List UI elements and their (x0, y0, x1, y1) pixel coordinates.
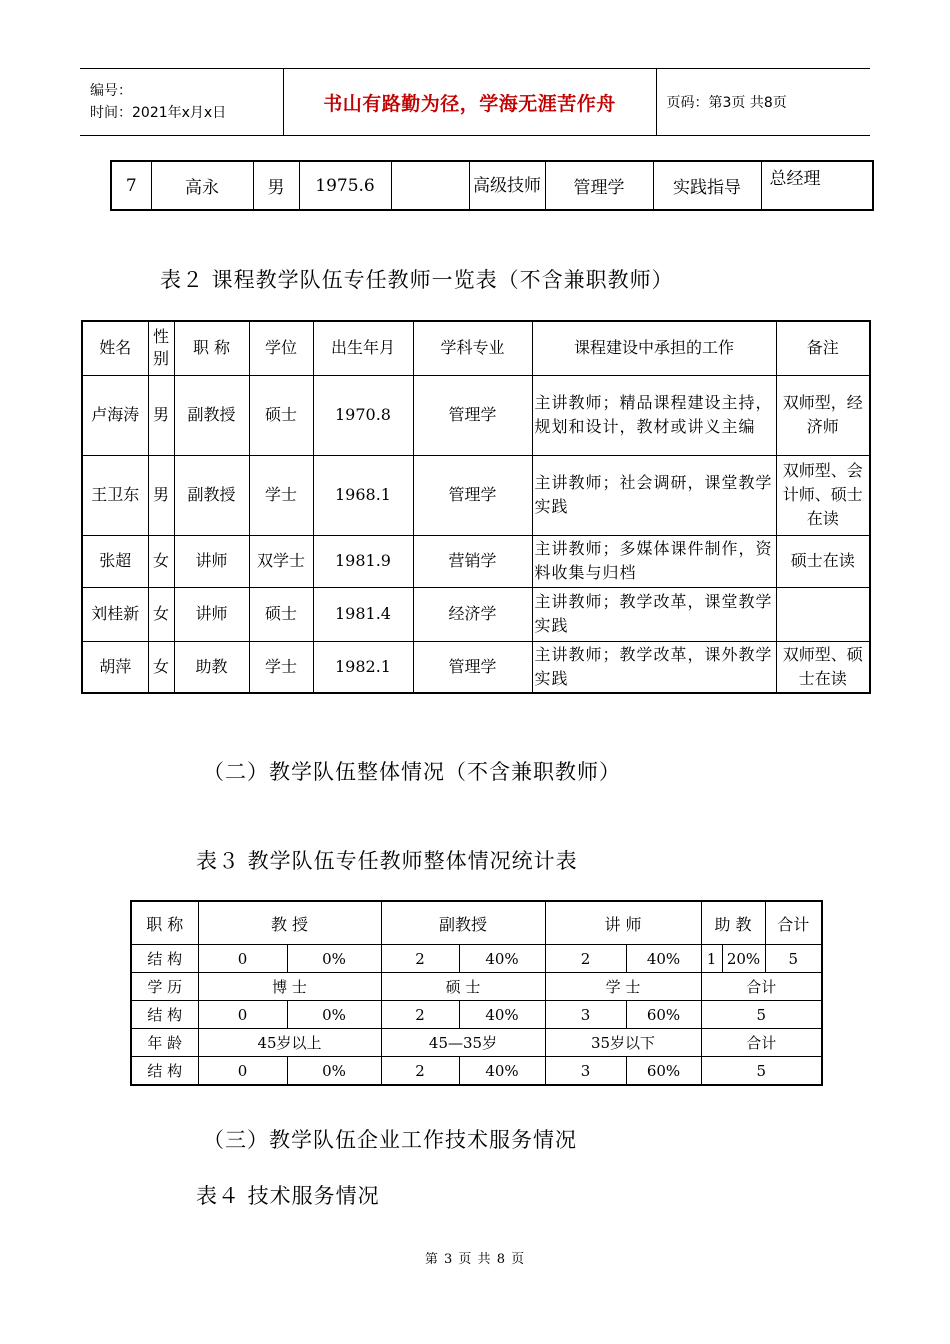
header-meta (80, 69, 283, 136)
section3-title: （三）教学队伍企业工作技术服务情况 (203, 1128, 577, 1152)
cell: 女 (148, 587, 174, 641)
header-cell: 性别 (148, 321, 174, 375)
header-cell: 出生年月 (313, 321, 413, 375)
cell: 管理学 (413, 641, 532, 693)
cell: 5 (701, 1057, 822, 1086)
teacher-stats-table (130, 900, 823, 1086)
cell: 1975.6 (299, 161, 391, 210)
cell: 硕士在读 (776, 535, 870, 587)
cell: 讲师 (174, 587, 249, 641)
cell: 1982.1 (313, 641, 413, 693)
cell: 经济学 (413, 587, 532, 641)
cell: 合计 (701, 1029, 822, 1057)
header-cell: 备注 (776, 321, 870, 375)
table-row (82, 455, 870, 535)
cell: 学士 (249, 641, 313, 693)
header-page-info: 页码：第3页 共8页 (656, 69, 870, 136)
cell: 主讲教师；教学改革，课外教学实践 (532, 641, 776, 693)
cell: 0% (287, 1057, 381, 1086)
cell: 2 (381, 1001, 459, 1029)
cell: 2 (381, 1057, 459, 1086)
table-row (82, 375, 870, 455)
cell: 高级技师 (469, 161, 545, 210)
cell: 40% (459, 945, 545, 973)
cell: 1968.1 (313, 455, 413, 535)
cell: 主讲教师；社会调研，课堂教学实践 (532, 455, 776, 535)
cell: 男 (148, 455, 174, 535)
cell: 卢海涛 (82, 375, 148, 455)
header-cell: 副教授 (381, 901, 545, 945)
header-cell: 学位 (249, 321, 313, 375)
cell: 总经理 (761, 161, 873, 210)
cell: 女 (148, 641, 174, 693)
cell: 男 (148, 375, 174, 455)
cell (776, 587, 870, 641)
cell: 1981.9 (313, 535, 413, 587)
cell: 合计 (701, 973, 822, 1001)
cell: 双学士 (249, 535, 313, 587)
cell: 0 (198, 1001, 287, 1029)
cell: 女 (148, 535, 174, 587)
cell: 40% (626, 945, 701, 973)
table-row (131, 973, 822, 1001)
cell: 主讲教师；精品课程建设主持，规划和设计，教材或讲义主编 (532, 375, 776, 455)
doc-number: 编号： (90, 83, 132, 99)
table-row (131, 945, 822, 973)
cell: 双师型、硕士在读 (776, 641, 870, 693)
cell: 60% (626, 1001, 701, 1029)
cell: 主讲教师；多媒体课件制作，资料收集与归档 (532, 535, 776, 587)
cell: 1 (701, 945, 722, 973)
cell: 60% (626, 1057, 701, 1086)
cell: 管理学 (413, 455, 532, 535)
cell: 助教 (174, 641, 249, 693)
cell: 0 (198, 1057, 287, 1086)
cell: 副教授 (174, 455, 249, 535)
cell: 1981.4 (313, 587, 413, 641)
cell: 副教授 (174, 375, 249, 455)
cell: 硕士 (249, 375, 313, 455)
cell: 学 士 (545, 973, 701, 1001)
cell: 年 龄 (131, 1029, 198, 1057)
cell: 胡萍 (82, 641, 148, 693)
cell: 硕 士 (381, 973, 545, 1001)
cell: 刘桂新 (82, 587, 148, 641)
table-header-row (131, 901, 822, 945)
teacher-list-table (81, 320, 871, 694)
cell (391, 161, 469, 210)
cell: 2 (545, 945, 626, 973)
header-cell: 职 称 (131, 901, 198, 945)
cell: 营销学 (413, 535, 532, 587)
header-motto: 书山有路勤为径，学海无涯苦作舟 (283, 69, 656, 136)
cell: 男 (253, 161, 299, 210)
cell: 实践指导 (653, 161, 761, 210)
header-cell: 学科专业 (413, 321, 532, 375)
table-header-row (82, 321, 870, 375)
doc-time: 时间：2021年x月x日 (90, 105, 227, 121)
cell: 学 历 (131, 973, 198, 1001)
cell: 45—35岁 (381, 1029, 545, 1057)
table3-caption: 表３ 教学队伍专任教师整体情况统计表 (196, 849, 578, 873)
cell: 7 (111, 161, 151, 210)
cell: 结 构 (131, 1057, 198, 1086)
table-row (131, 1057, 822, 1086)
cell: 35岁以下 (545, 1029, 701, 1057)
header-cell: 助 教 (701, 901, 765, 945)
table-row (82, 535, 870, 587)
cell: 博 士 (198, 973, 381, 1001)
header-cell: 讲 师 (545, 901, 701, 945)
cell: 40% (459, 1001, 545, 1029)
cell: 管理学 (545, 161, 653, 210)
cell: 3 (545, 1001, 626, 1029)
table-row (131, 1001, 822, 1029)
table2-caption: 表２ 课程教学队伍专任教师一览表（不含兼职教师） (160, 268, 674, 292)
cell: 结 构 (131, 1001, 198, 1029)
cell: 3 (545, 1057, 626, 1086)
page-header (80, 68, 870, 136)
cell: 5 (765, 945, 822, 973)
cell: 双师型，经济师 (776, 375, 870, 455)
cell: 高永 (151, 161, 253, 210)
cell: 结 构 (131, 945, 198, 973)
cell: 20% (722, 945, 765, 973)
section2-title: （二）教学队伍整体情况（不含兼职教师） (203, 760, 621, 784)
cell: 0 (198, 945, 287, 973)
page-footer: 第 3 页 共 8 页 (424, 1252, 526, 1267)
table-row (131, 1029, 822, 1057)
header-cell: 课程建设中承担的工作 (532, 321, 776, 375)
table1-continuation (110, 160, 874, 211)
cell: 管理学 (413, 375, 532, 455)
header-cell: 职 称 (174, 321, 249, 375)
cell: 1970.8 (313, 375, 413, 455)
cell: 张超 (82, 535, 148, 587)
cell: 硕士 (249, 587, 313, 641)
header-cell: 教 授 (198, 901, 381, 945)
cell: 双师型、会计师、硕士在读 (776, 455, 870, 535)
cell: 学士 (249, 455, 313, 535)
table-row (111, 161, 873, 210)
cell: 2 (381, 945, 459, 973)
cell: 0% (287, 1001, 381, 1029)
header-cell: 姓名 (82, 321, 148, 375)
cell: 主讲教师；教学改革，课堂教学实践 (532, 587, 776, 641)
header-cell: 合计 (765, 901, 822, 945)
cell: 5 (701, 1001, 822, 1029)
cell: 0% (287, 945, 381, 973)
cell: 45岁以上 (198, 1029, 381, 1057)
table4-caption: 表４ 技术服务情况 (196, 1184, 380, 1208)
table-row (82, 641, 870, 693)
cell: 讲师 (174, 535, 249, 587)
cell: 王卫东 (82, 455, 148, 535)
table-row (82, 587, 870, 641)
cell: 40% (459, 1057, 545, 1086)
